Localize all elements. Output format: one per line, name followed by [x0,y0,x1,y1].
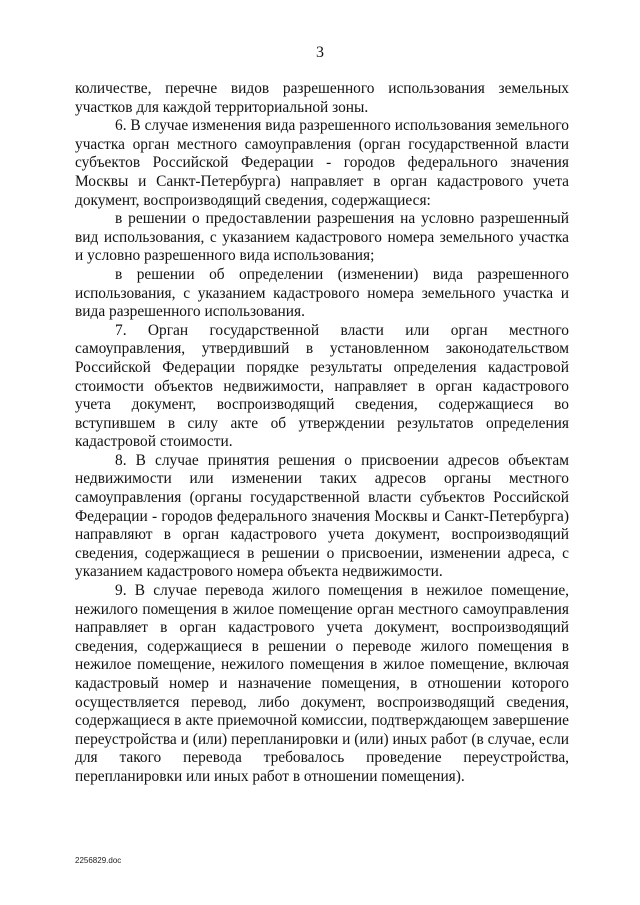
paragraph-item-7: 7. Орган государственной власти или орган местного самоуправления, утвердивший в установленном законодательством Российской Федерации порядке результаты определения кадастровой стоимости объектов недвижимости, направляет в орган кадастрового учета документ, воспроизводящий сведения, содержащиеся во вступившем в силу акте об утверждении результатов определения кадастровой стоимости. [75,321,569,451]
paragraph-item-6: 6. В случае изменения вида разрешенного использования земельного участка орган местного самоуправления (орган государственной власти субъектов Российской Федерации - городов федерального значения Москвы и Санкт-Петербурга) направляет в орган кадастрового учета документ, воспроизводящий сведения, содержащиеся: [75,117,569,209]
document-file-code: 2256829.doc [75,856,122,865]
paragraph-item-8: 8. В случае принятия решения о присвоении адресов объектам недвижимости или изменении таких адресов органы местного самоуправления (органы государственной власти субъектов Российской Федерации - городов федерального значения Москвы и Санкт-Петербурга) направляют в орган кадастрового учета документ, воспроизводящий сведения, содержащиеся в решении о присвоении, изменении адреса, с указанием кадастрового номера объекта недвижимости. [75,451,569,581]
paragraph-item-6-sub-2: в решении об определении (изменении) вида разрешенного использования, с указанием кадастрового номера земельного участка и вида разрешенного использования. [75,265,569,321]
paragraph-continuation: количестве, перечне видов разрешенного использования земельных участков для каждой территориальной зоны. [75,80,569,116]
paragraph-item-6-sub-1: в решении о предоставлении разрешения на условно разрешенный вид использования, с указанием кадастрового номера земельного участка и условно разрешенного вида использования; [75,210,569,265]
paragraph-item-9: 9. В случае перевода жилого помещения в нежилое помещение, нежилого помещения в жилое помещение орган местного самоуправления направляет в орган кадастрового учета документ, воспроизводящий сведения, содержащиеся в решении о переводе жилого помещения в нежилое помещение, нежилого помещения в жилое помещение, включая кадастровый номер и назначение помещения, в отношении которого осуществляется перевод, либо документ, воспроизводящий сведения, содержащиеся в акте приемочной комиссии, подтверждающем завершение переустройства и (или) перепланировки и (или) иных работ (в случае, если для такого перевода требовалось проведение переустройства, перепланировки или иных работ в отношении помещения). [75,582,569,785]
page-number: 3 [316,44,324,61]
document-body [75,80,569,787]
